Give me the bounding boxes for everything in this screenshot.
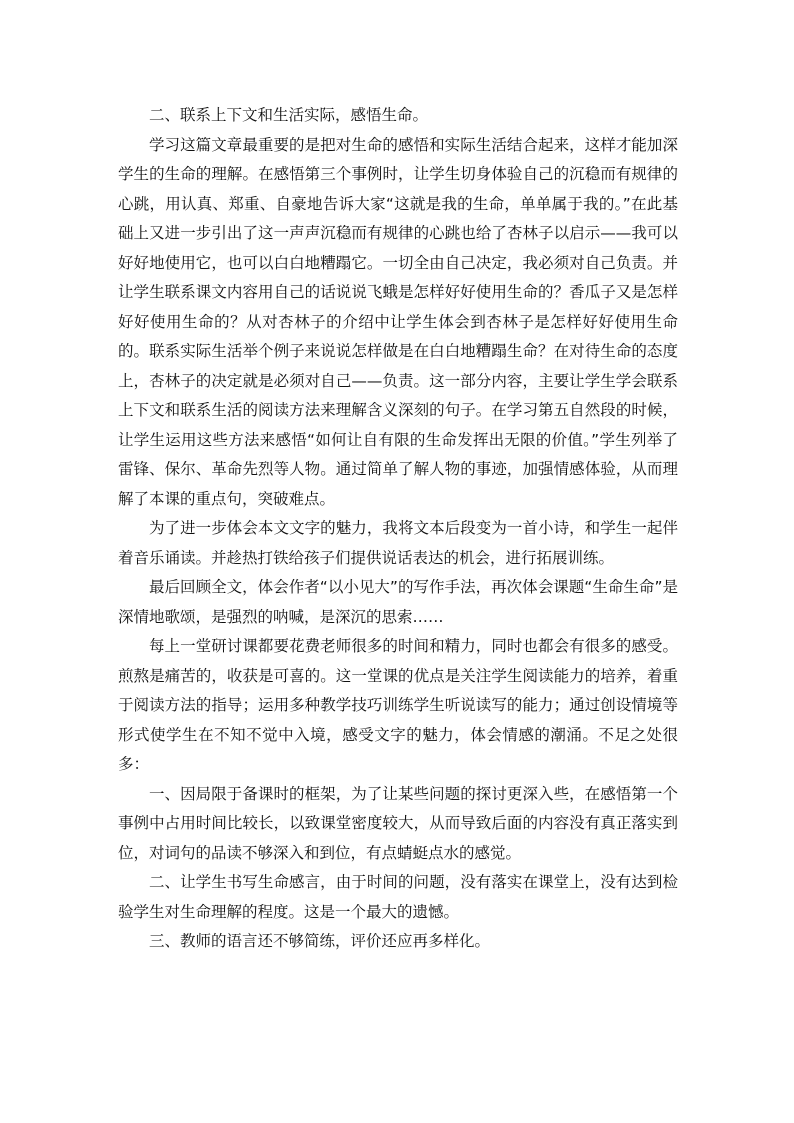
paragraph-body: 每上一堂研讨课都要花费老师很多的时间和精力，同时也都会有很多的感受。煎熬是痛苦的，收获是可喜的。这一堂课的优点是关注学生阅读能力的培养，着重于阅读方法的指导；运用多种教学技巧训练学生听说读写的能力；通过创设情境等形式使学生在不知不觉中入境，感受文字的魅力，体会情感的潮涌。不足之处很多： <box>118 637 678 773</box>
document-page <box>118 101 678 957</box>
paragraph-section-heading: 二、联系上下文和生活实际，感悟生命。 <box>149 106 429 124</box>
paragraph-body: 最后回顾全文，体会作者“以小见大”的写作手法，再次体会课题“生命生命”是深情地歌颂，是强烈的呐喊，是深沉的思索…… <box>118 578 678 626</box>
paragraph-shortcoming-1: 一、因局限于备课时的框架，为了让某些问题的探讨更深入些，在感悟第一个事例中占用时间比较长，以致课堂密度较大，从而导致后面的内容没有真正落实到位，对词句的品读不够深入和到位，有点蜻蜓点水的感觉。 <box>118 784 678 862</box>
paragraph-body: 学习这篇文章最重要的是把对生命的感悟和实际生活结合起来，这样才能加深学生的生命的理解。在感悟第三个事例时，让学生切身体验自己的沉稳而有规律的心跳，用认真、郑重、自豪地告诉大家“这就是我的生命，单单属于我的。”在此基础上又进一步引出了这一声声沉稳而有规律的心跳也给了杏林子以启示——我可以好好地使用它，也可以白白地糟蹋它。一切全由自己决定，我必须对自己负责。并让学生联系课文内容用自己的话说说飞蛾是怎样好好使用生命的？香瓜子又是怎样好好使用生命的？从对杏林子的介绍中让学生体会到杏林子是怎样好好使用生命的。联系实际生活举个例子来说说怎样做是在白白地糟蹋生命？在对待生命的态度上，杏林子的决定就是必须对自己——负责。这一部分内容，主要让学生学会联系上下文和联系生活的阅读方法来理解含义深刻的句子。在学习第五自然段的时候，让学生运用这些方法来感悟“如何让自有限的生命发挥出无限的价值。”学生列举了雷锋、保尔、革命先烈等人物。通过简单了解人物的事迹，加强情感体验，从而理解了本课的重点句，突破难点。 <box>118 135 678 508</box>
paragraph-shortcoming-3: 三、教师的语言还不够简练，评价还应再多样化。 <box>149 932 491 950</box>
paragraph-body: 为了进一步体会本文文字的魅力，我将文本后段变为一首小诗，和学生一起伴着音乐诵读。并趁热打铁给孩子们提供说话表达的机会，进行拓展训练。 <box>118 519 678 567</box>
paragraph-shortcoming-2: 二、让学生书写生命感言，由于时间的问题，没有落实在课堂上，没有达到检验学生对生命理解的程度。这是一个最大的遗憾。 <box>118 873 678 921</box>
